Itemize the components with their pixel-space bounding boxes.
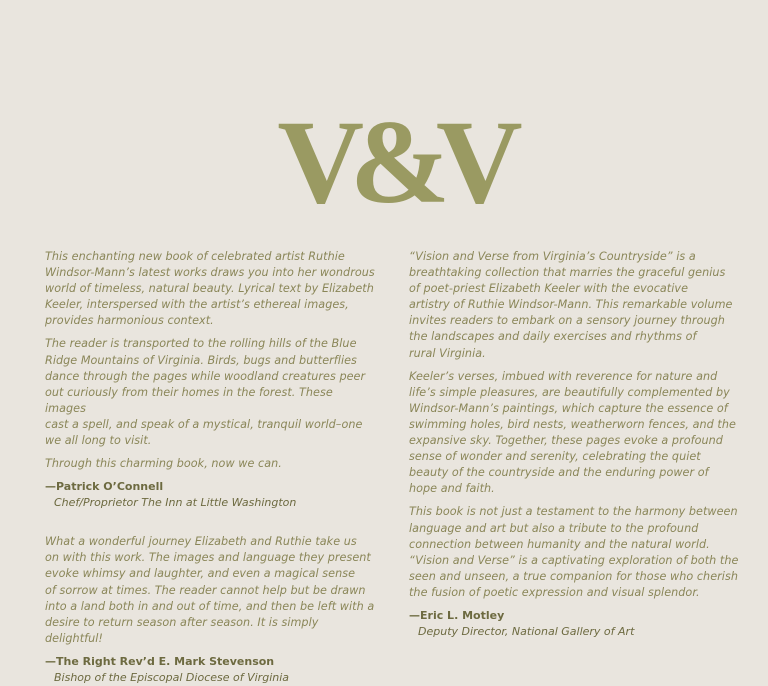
testimonial-paragraph: What a wonderful journey Elizabeth and Ruthie take us on with this work. The images and language they present evoke whimsy and laughter, and even a magical sense of sorrow at times. The reader cannot help but be drawn into a land both in and out of time, and then be left with a desire to return season after season. It is simply delightful! [45, 535, 375, 645]
logo-monogram: V&V [277, 95, 509, 228]
right-column [409, 249, 739, 640]
attribution-name: —The Right Rev’d E. Mark Stevenson [45, 654, 275, 668]
vv-logo [277, 95, 509, 228]
testimonial-paragraph: This enchanting new book of celebrated artist Ruthie Windsor-Mann’s latest works draws you into her wondrous world of timeless, natural beauty. Lyrical text by Elizabeth Keeler, interspersed with the artist’s ethereal images, provides harmonious context. [45, 250, 375, 328]
spacer [45, 511, 375, 534]
attribution-role: Chef/Proprietor The Inn at Little Washington [54, 496, 297, 510]
testimonial-paragraph: This book is not just a testament to the harmony between language and art but also a tribute to the profound connection between humanity and the natural world. “Vision and Verse” is a captivating exploration of both the seen and unseen, a true companion for those who cherish the fusion of poetic expression and visual splendor. [409, 505, 739, 599]
attribution-role: Bishop of the Episcopal Diocese of Virginia [54, 670, 290, 684]
testimonial-motley [409, 249, 739, 640]
testimonial-paragraph: Through this charming book, now we can. [45, 457, 282, 471]
testimonial-paragraph: Keeler’s verses, imbued with reverence for nature and life’s simple pleasures, are beautifully complemented by Windsor-Mann’s paintings, which capture the essence of swimming holes, bird nests, weatherworn fences, and the expansive sky. Together, these pages evoke a profound sense of wonder and serenity, celebrating the quiet beauty of the countryside and the enduring power of hope and faith. [409, 369, 736, 496]
attribution-name: —Eric L. Motley [409, 608, 505, 622]
testimonial-oconnell [45, 249, 375, 511]
testimonial-stevenson [45, 534, 375, 686]
testimonial-paragraph: The reader is transported to the rolling hills of the Blue Ridge Mountains of Virginia. Birds, bugs and butterflies dance through the pages while woodland creatures peer out curiously from their homes in the forest. These images cast a spell, and speak of a mystical, tranquil world–one we all long to visit. [45, 337, 366, 448]
left-column [45, 249, 375, 686]
attribution-role: Deputy Director, National Gallery of Art [418, 624, 635, 638]
attribution-name: —Patrick O’Connell [45, 480, 164, 494]
testimonial-paragraph: “Vision and Verse from Virginia’s Countryside” is a breathtaking collection that marries the graceful genius of poet-priest Elizabeth Keeler with the evocative artistry of Ruthie Windsor-Mann. This remarkable volume invites readers to embark on a sensory journey through the landscapes and daily exercises and rhythms of rural Virginia. [409, 250, 733, 360]
